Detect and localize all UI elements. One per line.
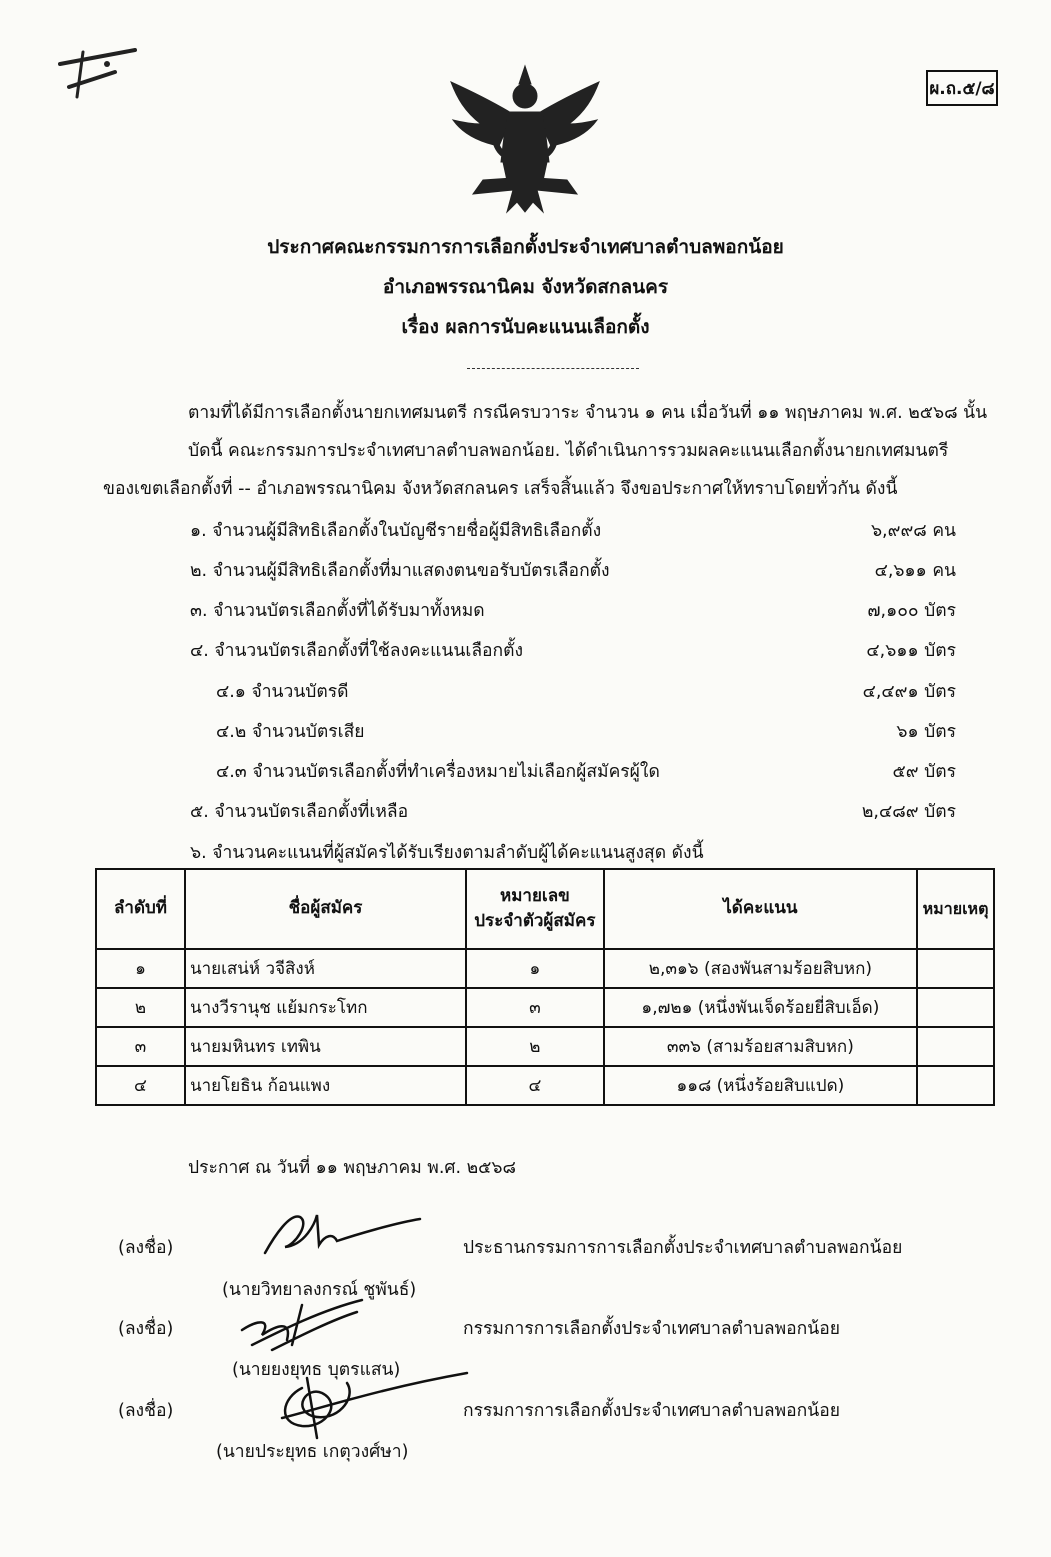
- header-divider: [467, 368, 639, 369]
- handwritten-mark: [55, 42, 145, 107]
- header-votes: ได้คะแนน: [604, 869, 917, 949]
- item-1-label: ๑. จำนวนผู้มีสิทธิเลือกตั้งในบัญชีรายชื่อผู้มีสิทธิเลือกตั้ง: [190, 521, 602, 541]
- row-remark: [917, 1066, 994, 1105]
- row-number: ๔: [466, 1066, 604, 1105]
- header-name: ชื่อผู้สมัคร: [185, 869, 466, 949]
- sign-label-3: (ลงชื่อ): [118, 1401, 174, 1421]
- item-5-value: ๒,๔๘๙ บัตร: [861, 802, 956, 822]
- intro-line-3: ของเขตเลือกตั้งที่ -- อำเภอพรรณานิคม จังหวัดสกลนคร เสร็จสิ้นแล้ว จึงขอประกาศให้ทราบโดยทั่วกัน ดังนี้: [103, 479, 898, 499]
- table-row: [96, 1066, 994, 1105]
- header-line-2: อำเภอพรรณานิคม จังหวัดสกลนคร: [382, 276, 669, 298]
- signer-position-3: กรรมการการเลือกตั้งประจำเทศบาลตำบลพอกน้อย: [463, 1401, 840, 1421]
- item-4-value: ๔,๖๑๑ บัตร: [866, 641, 956, 661]
- signature-3-icon: [262, 1368, 472, 1448]
- item-5-label: ๕. จำนวนบัตรเลือกตั้งที่เหลือ: [190, 802, 409, 822]
- item-3-value: ๗,๑๐๐ บัตร: [867, 601, 956, 621]
- item-2-value: ๔,๖๑๑ คน: [874, 561, 956, 581]
- announcement-date: ประกาศ ณ วันที่ ๑๑ พฤษภาคม พ.ศ. ๒๕๖๘: [188, 1158, 517, 1178]
- sign-label-2: (ลงชื่อ): [118, 1319, 174, 1339]
- row-number: ๓: [466, 988, 604, 1027]
- table-row: [96, 949, 994, 988]
- item-4-3-value: ๕๙ บัตร: [892, 762, 956, 782]
- header-remark: หมายเหตุ: [917, 869, 994, 949]
- item-4-1-label: ๔.๑ จำนวนบัตรดี: [216, 682, 349, 702]
- garuda-emblem-icon: [443, 62, 607, 214]
- row-number: ๑: [466, 949, 604, 988]
- item-1-value: ๖,๙๙๘ คน: [870, 521, 956, 541]
- row-rank: ๒: [96, 988, 185, 1027]
- row-rank: ๑: [96, 949, 185, 988]
- intro-line-2: บัดนี้ คณะกรรมการประจำเทศบาลตำบลพอกน้อย. ได้ดำเนินการรวมผลคะแนนเลือกตั้งนายกเทศมนตรี: [188, 441, 949, 461]
- header-number-line-2: ประจำตัวผู้สมัคร: [474, 911, 596, 931]
- signature-2-icon: [232, 1290, 372, 1360]
- intro-line-1: ตามที่ได้มีการเลือกตั้งนายกเทศมนตรี กรณีครบวาระ จำนวน ๑ คน เมื่อวันที่ ๑๑ พฤษภาคม พ.ศ. ๒๕๖๘ นั้น: [188, 403, 988, 423]
- row-votes: ๒,๓๑๖ (สองพันสามร้อยสิบหก): [604, 949, 917, 988]
- row-remark: [917, 988, 994, 1027]
- signature-1-icon: [255, 1205, 425, 1265]
- header-rank: ลำดับที่: [96, 869, 185, 949]
- results-table: [95, 868, 995, 1106]
- signer-name-3: (นายประยุทธ เกตุวงศ์ษา): [216, 1442, 409, 1462]
- row-remark: [917, 949, 994, 988]
- row-votes: ๑๑๘ (หนึ่งร้อยสิบแปด): [604, 1066, 917, 1105]
- item-4-2-label: ๔.๒ จำนวนบัตรเสีย: [216, 722, 365, 742]
- row-remark: [917, 1027, 994, 1066]
- row-name: นายมหินทร เทพิน: [185, 1027, 466, 1066]
- item-4-2-value: ๖๑ บัตร: [896, 722, 956, 742]
- row-votes: ๓๓๖ (สามร้อยสามสิบหก): [604, 1027, 917, 1066]
- signer-position-1: ประธานกรรมการการเลือกตั้งประจำเทศบาลตำบลพอกน้อย: [463, 1238, 903, 1258]
- row-votes: ๑,๗๒๑ (หนึ่งพันเจ็ดร้อยยี่สิบเอ็ด): [604, 988, 917, 1027]
- signer-name-1: (นายวิทยาลงกรณ์ ชูพันธ์): [222, 1280, 417, 1300]
- row-name: นายโยธิน ก้อนแพง: [185, 1066, 466, 1105]
- header-line-3: เรื่อง ผลการนับคะแนนเลือกตั้ง: [401, 316, 650, 338]
- row-rank: ๓: [96, 1027, 185, 1066]
- item-4-3-label: ๔.๓ จำนวนบัตรเลือกตั้งที่ทำเครื่องหมายไม่เลือกผู้สมัครผู้ใด: [216, 762, 660, 782]
- item-2-label: ๒. จำนวนผู้มีสิทธิเลือกตั้งที่มาแสดงตนขอรับบัตรเลือกตั้ง: [190, 561, 610, 581]
- row-rank: ๔: [96, 1066, 185, 1105]
- row-number: ๒: [466, 1027, 604, 1066]
- item-4-label: ๔. จำนวนบัตรเลือกตั้งที่ใช้ลงคะแนนเลือกตั้ง: [190, 641, 524, 661]
- header-line-1: ประกาศคณะกรรมการการเลือกตั้งประจำเทศบาลตำบลพอกน้อย: [267, 236, 784, 258]
- row-name: นางวีรานุช แย้มกระโทก: [185, 988, 466, 1027]
- sign-label-1: (ลงชื่อ): [118, 1238, 174, 1258]
- row-name: นายเสน่ห์ วจีสิงห์: [185, 949, 466, 988]
- table-header-row: [96, 869, 994, 949]
- signer-name-2: (นายยงยุทธ บุตรแสน): [232, 1360, 401, 1380]
- table-row: [96, 988, 994, 1027]
- table-row: [96, 1027, 994, 1066]
- form-code-box: ผ.ถ.๕/๘: [926, 70, 998, 106]
- signer-position-2: กรรมการการเลือกตั้งประจำเทศบาลตำบลพอกน้อย: [463, 1319, 840, 1339]
- header-number-line-1: หมายเลข: [499, 885, 570, 906]
- item-4-1-value: ๔,๔๙๑ บัตร: [862, 682, 956, 702]
- header-number: [466, 869, 604, 949]
- item-6-label: ๖. จำนวนคะแนนที่ผู้สมัครได้รับเรียงตามลำดับผู้ได้คะแนนสูงสุด ดังนี้: [190, 843, 704, 863]
- item-3-label: ๓. จำนวนบัตรเลือกตั้งที่ได้รับมาทั้งหมด: [190, 601, 485, 621]
